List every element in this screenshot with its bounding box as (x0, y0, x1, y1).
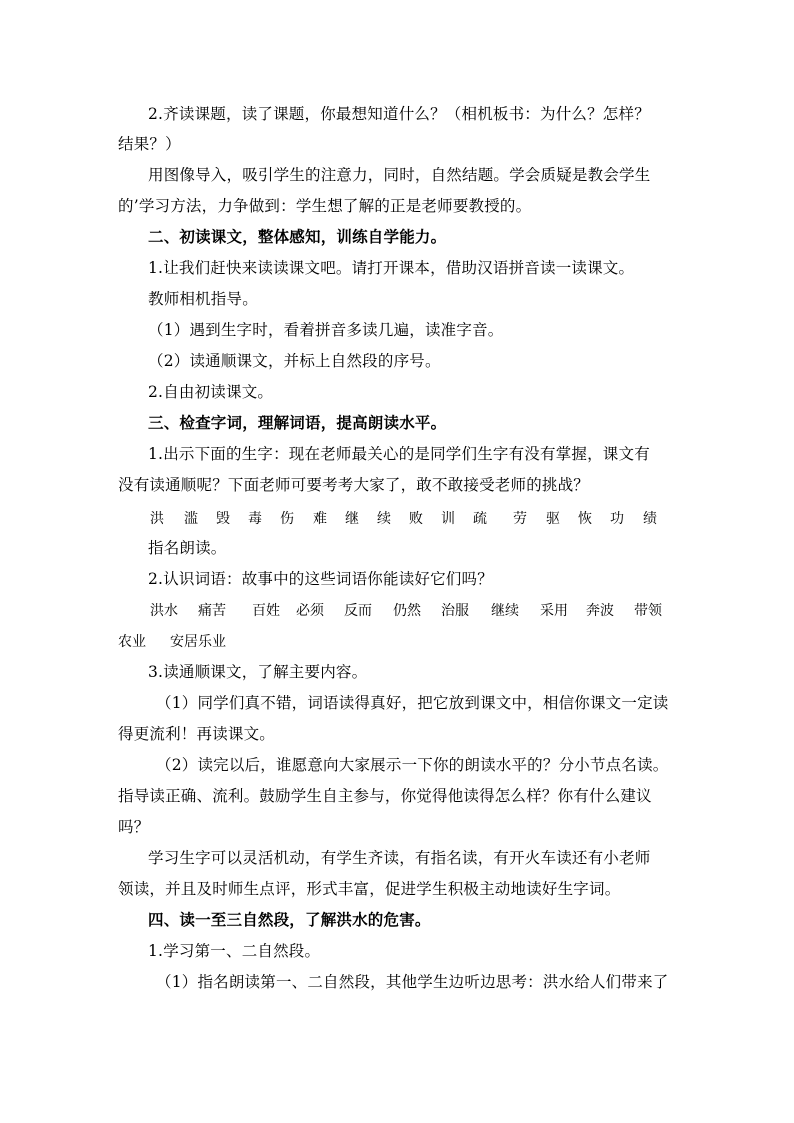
vocab-item: 继 (345, 511, 359, 527)
vocab-item: 滥 (184, 511, 198, 527)
paragraph: 领读，并且及时师生点评，形式丰富，促进学生积极主动地读好生字词。 (118, 880, 621, 898)
vocab-item: 安居乐业 (170, 634, 226, 650)
paragraph: 得更流利！再读课文。 (118, 725, 276, 743)
vocab-item: 绩 (643, 511, 657, 527)
vocab-item: 仍然 (393, 603, 421, 619)
paragraph: 3.读通顺课文，了解主要内容。 (148, 663, 368, 681)
vocab-item: 训 (441, 511, 455, 527)
paragraph: （2）读通顺课文，并标上自然段的序号。 (148, 352, 441, 370)
vocab-item: 毒 (248, 511, 262, 527)
paragraph: 教师相机指导。 (148, 290, 258, 308)
vocab-item: 继续 (491, 603, 519, 619)
vocab-item: 驱 (546, 511, 560, 527)
paragraph: 指导读正确、流利。鼓励学生自主参与，你觉得他读得怎么样？你有什么建议 (118, 787, 652, 805)
vocab-item: 毁 (216, 511, 230, 527)
vocab-item: 痛苦 (198, 603, 226, 619)
vocab-item: 败 (409, 511, 423, 527)
vocab-item: 伤 (280, 511, 294, 527)
vocab-item: 劳 (513, 511, 527, 527)
paragraph: 2.齐读课题，读了课题，你最想知道什么？（相机板书：为什么？怎样？ (148, 105, 650, 123)
paragraph: 1.学习第一、二自然段。 (148, 942, 321, 960)
section-heading: 二、初读课文，整体感知，训练自学能力。 (148, 227, 447, 246)
section-heading: 四、读一至三自然段，了解洪水的危害。 (148, 910, 431, 929)
vocab-item: 奔波 (586, 603, 614, 619)
vocab-item: 农业 (118, 634, 146, 650)
vocab-item: 带领 (634, 603, 662, 619)
paragraph: （2）读完以后，谁愿意向大家展示一下你的朗读水平的？分小节点名读。 (156, 756, 669, 774)
paragraph: （1）遇到生字时，看着拼音多读几遍，读准字音。 (148, 321, 504, 339)
paragraph: （1）指名朗读第一、二自然段，其他学生边听边思考：洪水给人们带来了 (156, 973, 669, 991)
section-heading: 三、检查字词，理解词语，提高朗读水平。 (148, 413, 447, 432)
paragraph: 用图像导入，吸引学生的注意力，同时，自然结题。学会质疑是教会学生 (148, 166, 651, 184)
paragraph: 没有读通顺呢？下面老师可要考考大家了，敢不敢接受老师的挑战？ (118, 476, 590, 494)
paragraph: 2.认识词语：故事中的这些词语你能读好它们吗？ (148, 570, 493, 588)
vocab-item: 疏 (473, 511, 487, 527)
vocab-item: 功 (610, 511, 624, 527)
vocab-item: 洪水 (150, 603, 178, 619)
paragraph: 指名朗读。 (148, 539, 227, 557)
vocab-item: 恢 (578, 511, 592, 527)
vocab-item: 必须 (296, 603, 324, 619)
paragraph: 学习生字可以灵活机动，有学生齐读，有指名读，有开火车读还有小老师 (148, 849, 651, 867)
vocab-item: 续 (377, 511, 391, 527)
paragraph: 1.让我们赶快来读读课文吧。请打开课本，借助汉语拼音读一读课文。 (148, 259, 635, 277)
paragraph: 吗？ (118, 818, 150, 836)
paragraph: 1.出示下面的生字：现在老师最关心的是同学们生字有没有掌握，课文有 (148, 445, 650, 463)
vocab-item: 洪 (150, 511, 164, 527)
paragraph: 的’学习方法，力争做到：学生想了解的正是老师要教授的。 (118, 197, 532, 215)
vocab-item: 治服 (441, 603, 469, 619)
paragraph: （1）同学们真不错，词语读得真好，把它放到课文中，相信你课文一定读 (156, 694, 669, 712)
vocab-item: 反而 (344, 603, 372, 619)
vocab-item: 难 (313, 511, 327, 527)
vocab-item: 采用 (540, 603, 568, 619)
paragraph: 2.自由初读课文。 (148, 383, 274, 401)
paragraph: 结果？） (118, 135, 181, 153)
vocab-item: 百姓 (252, 603, 280, 619)
